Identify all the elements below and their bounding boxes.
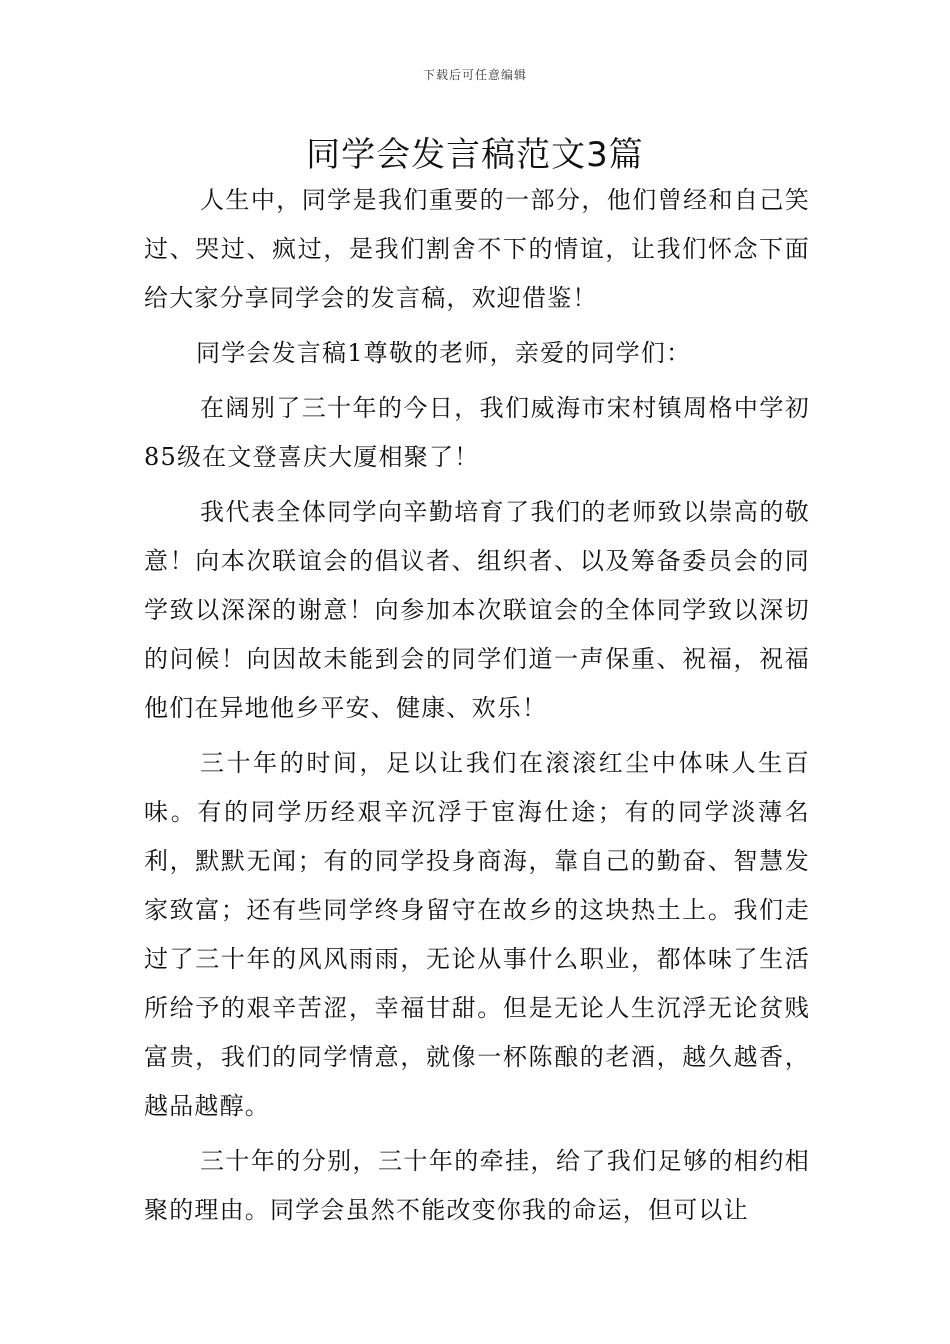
paragraph-salutation: 同学会发言稿1尊敬的老师，亲爱的同学们： xyxy=(196,339,692,367)
document-body xyxy=(144,176,810,1235)
paragraph-separation: 三十年的分别，三十年的牵挂，给了我们足够的相约相聚的理由。同学会虽然不能改变你我的命运，但可以让 xyxy=(144,1147,810,1224)
header-note: 下载后可任意编辑 xyxy=(422,68,527,82)
paragraph-intro: 人生中，同学是我们重要的一部分，他们曾经和自己笑过、哭过、疯过，是我们割舍不下的情谊，让我们怀念下面给大家分享同学会的发言稿，欢迎借鉴！ xyxy=(144,186,810,312)
paragraph-gratitude: 我代表全体同学向辛勤培育了我们的老师致以崇高的敬意！向本次联谊会的倡议者、组织者、以及筹备委员会的同学致以深深的谢意！向参加本次联谊会的全体同学致以深切的问候！向因故未能到会的同学们道一声保重、祝福，祝福他们在异地他乡平安、健康、欢乐！ xyxy=(144,498,810,722)
document-title: 同学会发言稿范文3篇 xyxy=(306,135,644,175)
paragraph-reunion: 在阔别了三十年的今日，我们威海市宋村镇周格中学初85级在文登喜庆大厦相聚了！ xyxy=(144,394,810,471)
paragraph-thirty-years: 三十年的时间，足以让我们在滚滚红尘中体味人生百味。有的同学历经艰辛沉浮于宦海仕途；有的同学淡薄名利，默默无闻；有的同学投身商海，靠自己的勤奋、智慧发家致富；还有些同学终身留守在故乡的这块热土上。我们走过了三十年的风风雨雨，无论从事什么职业，都体味了生活所给予的艰辛苦涩，幸福甘甜。但是无论人生沉浮无论贫贱富贵，我们的同学情意，就像一杯陈酿的老酒，越久越香，越品越醇。 xyxy=(144,749,810,1120)
